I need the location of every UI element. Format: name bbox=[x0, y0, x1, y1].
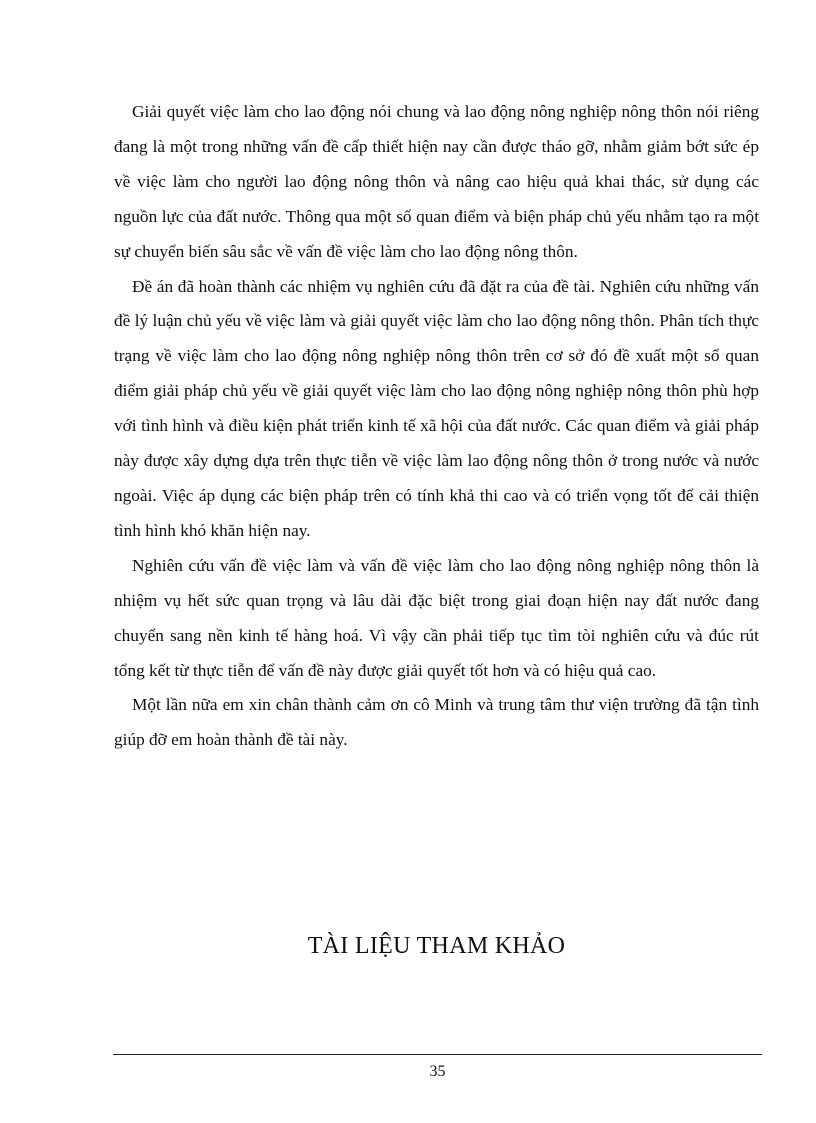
page-number: 35 bbox=[429, 1063, 446, 1080]
paragraph-project-results: Đề án đã hoàn thành các nhiệm vụ nghiên cứu đã đặt ra của đề tài. Nghiên cứu những vấn đề lý luận chủ yếu về việc làm và giải quyết việc làm cho lao động nông thôn. Phân tích thực trạng về việc làm cho lao động nông nghiệp nông thôn trên cơ sở đó đề xuất một số quan điểm giải pháp chủ yếu về giải quyết việc làm cho lao động nông nghiệp nông thôn phù hợp với tình hình và điều kiện phát triển kinh tế xã hội của đất nước. Các quan điểm và giải pháp này được xây dựng dựa trên thực tiễn về việc làm lao động nông thôn ở trong nước và nước ngoài. Việc áp dụng các biện pháp trên có tính khả thi cao và có triển vọng tốt để cải thiện tình hình khó khăn hiện nay. bbox=[114, 276, 759, 540]
references-heading: TÀI LIỆU THAM KHẢO bbox=[307, 933, 566, 959]
paragraph-job-creation-importance: Giải quyết việc làm cho lao động nói chung và lao động nông nghiệp nông thôn nói riêng đang là một trong những vấn đề cấp thiết hiện nay cần được tháo gỡ, nhằm giảm bớt sức ép về việc làm cho người lao động nông thôn và nâng cao hiệu quả khai thác, sử dụng các nguồn lực của đất nước. Thông qua một số quan điểm và biện pháp chủ yếu nhằm tạo ra một sự chuyển biến sâu sắc về vấn đề việc làm cho lao động nông thôn. bbox=[114, 102, 759, 261]
body-text bbox=[114, 95, 759, 758]
paragraph-acknowledgement: Một lần nữa em xin chân thành cảm ơn cô Minh và trung tâm thư viện trường đã tận tình giúp đỡ em hoàn thành đề tài này. bbox=[114, 695, 759, 750]
paragraph-future-research: Nghiên cứu vấn đề việc làm và vấn đề việc làm cho lao động nông nghiệp nông thôn là nhiệm vụ hết sức quan trọng và lâu dài đặc biệt trong giai đoạn hiện nay đất nước đang chuyển sang nền kinh tế hàng hoá. Vì vậy cần phải tiếp tục tìm tòi nghiên cứu và đúc rút tổng kết từ thực tiễn để vấn đề này được giải quyết tốt hơn và có hiệu quả cao. bbox=[114, 555, 759, 680]
footer-divider bbox=[113, 1054, 762, 1055]
